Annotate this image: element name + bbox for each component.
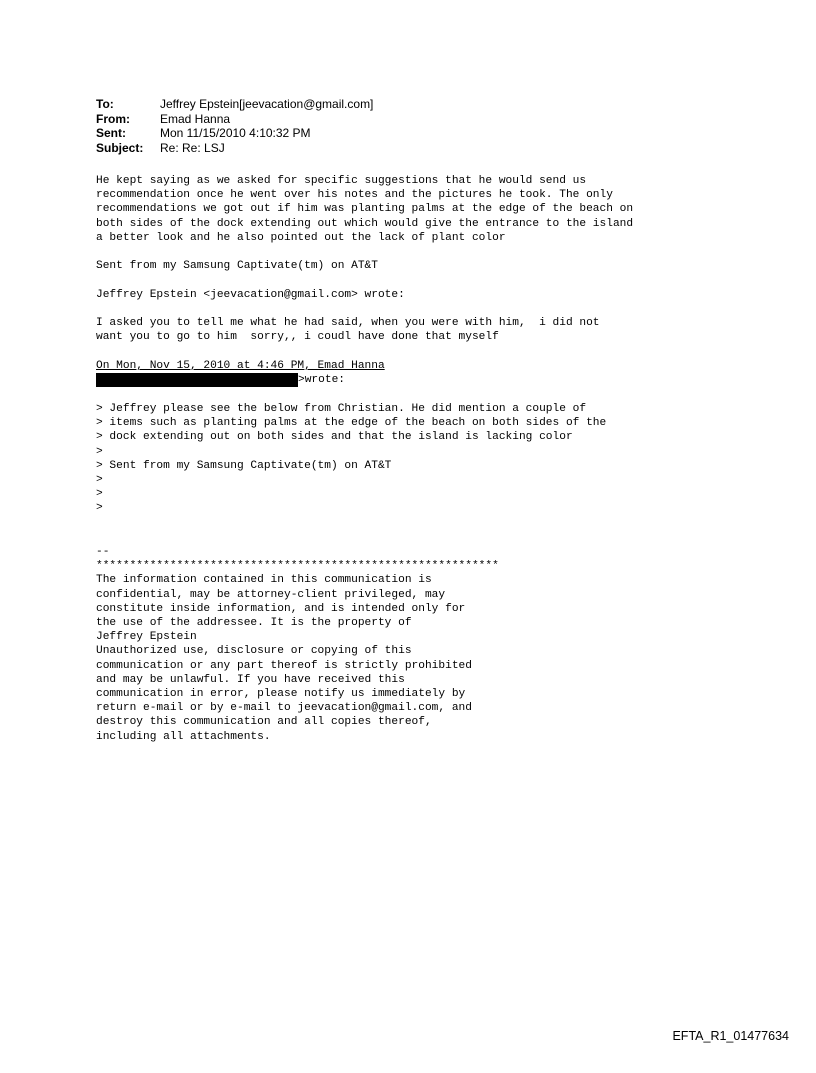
sent-row (96, 126, 373, 141)
signature-line: Sent from my Samsung Captivate(tm) on AT&T (96, 260, 378, 272)
subject-row (96, 141, 373, 156)
sent-label: Sent: (96, 126, 126, 141)
quoted-message: > Jeffrey please see the below from Christian. He did mention a couple of > items such as planting palms at the edge of the beach on both sides of the > dock extending out on both sides and that the island is lacking color > > Sent from my Samsung Captivate(tm) on AT&T > > > (96, 403, 607, 515)
subject-label: Subject: (96, 140, 144, 155)
body-paragraph-1: He kept saying as we asked for specific suggestions that he would send us recommendation once he went over his notes and the pictures he took. The only recommendations we got out if him was planting palms at the edge of the beach on both sides of the dock extending out which would give the entrance to the island a better look and he also pointed out the lack of plant color (96, 175, 634, 244)
from-label: From: (96, 111, 130, 126)
body-paragraph-2: I asked you to tell me what he had said, when you were with him, i did not want you to go to him sorry,, i coudl have done that myself (96, 317, 600, 344)
document-id: EFTA_R1_01477634 (672, 1029, 789, 1043)
wrote-text: >wrote: (298, 374, 345, 386)
quote-intro: Jeffrey Epstein <jeevacation@gmail.com> wrote: (96, 289, 405, 301)
disclaimer: -- ************************************************************ The information contained in this communication is confidential, may be attorney-client privileged, may constitute inside information, and is intended only for the use of the addressee. It is the property of Jeffrey Epstein Unauthorized use, disclosure or copying of this communication or any part thereof is strictly prohibited and may be unlawful. If you have received this communication in error, please notify us immediately by return e-mail or by e-mail to jeevacation@gmail.com, and destroy this communication and all copies thereof, including all attachments. (96, 546, 499, 743)
to-value: Jeffrey Epstein[jeevacation@gmail.com] (160, 97, 374, 111)
redaction-box (96, 373, 298, 387)
on-date-line: On Mon, Nov 15, 2010 at 4:46 PM, Emad Hanna (96, 360, 385, 372)
email-header (96, 97, 373, 155)
to-row (96, 97, 373, 112)
to-label: To: (96, 97, 114, 111)
from-row (96, 112, 373, 127)
sent-value: Mon 11/15/2010 4:10:32 PM (160, 126, 311, 141)
from-value: Emad Hanna (160, 111, 231, 126)
subject-value: Re: Re: LSJ (160, 140, 225, 155)
